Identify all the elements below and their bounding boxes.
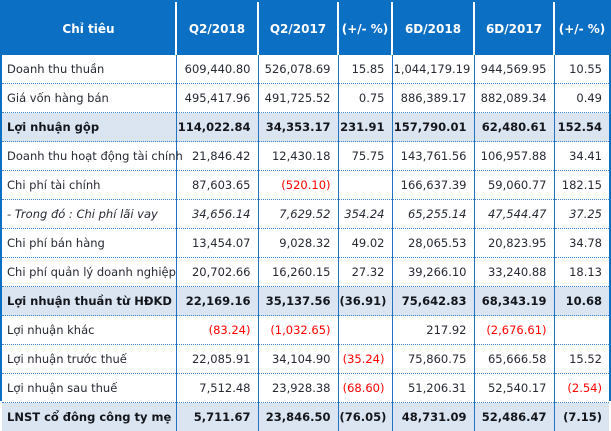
value-cell: 182.15 bbox=[554, 171, 609, 200]
value-cell: 51,206.31 bbox=[392, 374, 474, 403]
table-row bbox=[2, 287, 609, 316]
table-row bbox=[2, 403, 609, 431]
value-cell: 23,846.50 bbox=[258, 403, 338, 431]
value-cell: (1,032.65) bbox=[258, 316, 338, 345]
value-cell: 68,343.19 bbox=[474, 287, 554, 316]
value-cell: 0.49 bbox=[554, 84, 609, 113]
table-row bbox=[2, 55, 609, 84]
value-cell: 75,860.75 bbox=[392, 345, 474, 374]
row-label: Lợi nhuận trước thuế bbox=[2, 345, 176, 374]
value-cell: (36.91) bbox=[338, 287, 392, 316]
column-header-6d-2017: 6D/2017 bbox=[474, 2, 554, 55]
row-label: Lợi nhuận khác bbox=[2, 316, 176, 345]
value-cell: 0.75 bbox=[338, 84, 392, 113]
table-row bbox=[2, 84, 609, 113]
value-cell: 882,089.34 bbox=[474, 84, 554, 113]
value-cell bbox=[554, 316, 609, 345]
value-cell: 9,028.32 bbox=[258, 229, 338, 258]
value-cell: 10.55 bbox=[554, 55, 609, 84]
value-cell: 16,260.15 bbox=[258, 258, 338, 287]
column-header-q2-2018: Q2/2018 bbox=[176, 2, 258, 55]
value-cell: 106,957.88 bbox=[474, 142, 554, 171]
table-row bbox=[2, 200, 609, 229]
value-cell: 114,022.84 bbox=[176, 113, 258, 142]
column-header-pct-q: (+/- %) bbox=[338, 2, 392, 55]
table-row bbox=[2, 142, 609, 171]
value-cell: 18.13 bbox=[554, 258, 609, 287]
value-cell: (520.10) bbox=[258, 171, 338, 200]
value-cell: 23,928.38 bbox=[258, 374, 338, 403]
value-cell: 34,656.14 bbox=[176, 200, 258, 229]
value-cell: 5,711.67 bbox=[176, 403, 258, 431]
value-cell: 526,078.69 bbox=[258, 55, 338, 84]
value-cell: 59,060.77 bbox=[474, 171, 554, 200]
income-statement-table bbox=[2, 2, 609, 431]
value-cell: 34.78 bbox=[554, 229, 609, 258]
value-cell: 62,480.61 bbox=[474, 113, 554, 142]
table-row bbox=[2, 316, 609, 345]
value-cell: (35.24) bbox=[338, 345, 392, 374]
value-cell: 37.25 bbox=[554, 200, 609, 229]
value-cell bbox=[338, 171, 392, 200]
value-cell: 15.85 bbox=[338, 55, 392, 84]
value-cell: 27.32 bbox=[338, 258, 392, 287]
value-cell: (83.24) bbox=[176, 316, 258, 345]
value-cell: 52,540.17 bbox=[474, 374, 554, 403]
value-cell: 75.75 bbox=[338, 142, 392, 171]
value-cell: 157,790.01 bbox=[392, 113, 474, 142]
table-row bbox=[2, 113, 609, 142]
value-cell: 143,761.56 bbox=[392, 142, 474, 171]
row-label: Giá vốn hàng bán bbox=[2, 84, 176, 113]
value-cell: 34,104.90 bbox=[258, 345, 338, 374]
column-header-pct-6d: (+/- %) bbox=[554, 2, 609, 55]
value-cell: 20,702.66 bbox=[176, 258, 258, 287]
value-cell: 39,266.10 bbox=[392, 258, 474, 287]
table-row bbox=[2, 258, 609, 287]
value-cell: 35,137.56 bbox=[258, 287, 338, 316]
value-cell: (7.15) bbox=[554, 403, 609, 431]
value-cell: 22,169.16 bbox=[176, 287, 258, 316]
value-cell: 944,569.95 bbox=[474, 55, 554, 84]
value-cell: 15.52 bbox=[554, 345, 609, 374]
value-cell: 87,603.65 bbox=[176, 171, 258, 200]
value-cell: 65,666.58 bbox=[474, 345, 554, 374]
value-cell: 33,240.88 bbox=[474, 258, 554, 287]
row-label: LNST cổ đông công ty mẹ bbox=[2, 403, 176, 431]
value-cell: (2.54) bbox=[554, 374, 609, 403]
row-label: Chi phí quản lý doanh nghiệp bbox=[2, 258, 176, 287]
value-cell: 65,255.14 bbox=[392, 200, 474, 229]
value-cell: 609,440.80 bbox=[176, 55, 258, 84]
value-cell: 7,629.52 bbox=[258, 200, 338, 229]
column-header-6d-2018: 6D/2018 bbox=[392, 2, 474, 55]
value-cell: 1,044,179.19 bbox=[392, 55, 474, 84]
table-row bbox=[2, 374, 609, 403]
value-cell: 495,417.96 bbox=[176, 84, 258, 113]
value-cell: 22,085.91 bbox=[176, 345, 258, 374]
value-cell: 166,637.39 bbox=[392, 171, 474, 200]
row-label: Doanh thu hoạt động tài chính bbox=[2, 142, 176, 171]
table-row bbox=[2, 345, 609, 374]
value-cell: 28,065.53 bbox=[392, 229, 474, 258]
value-cell: 354.24 bbox=[338, 200, 392, 229]
table-header-row bbox=[2, 2, 609, 55]
value-cell: 49.02 bbox=[338, 229, 392, 258]
value-cell: 48,731.09 bbox=[392, 403, 474, 431]
value-cell: 12,430.18 bbox=[258, 142, 338, 171]
value-cell: 217.92 bbox=[392, 316, 474, 345]
row-label: - Trong đó : Chi phí lãi vay bbox=[2, 200, 176, 229]
value-cell: 34.41 bbox=[554, 142, 609, 171]
value-cell: 886,389.17 bbox=[392, 84, 474, 113]
value-cell: 47,544.47 bbox=[474, 200, 554, 229]
value-cell: 231.91 bbox=[338, 113, 392, 142]
value-cell: 34,353.17 bbox=[258, 113, 338, 142]
column-header-chi-tieu: Chỉ tiêu bbox=[2, 2, 176, 55]
value-cell: (68.60) bbox=[338, 374, 392, 403]
table-body bbox=[2, 55, 609, 431]
table-row bbox=[2, 229, 609, 258]
value-cell: 20,823.95 bbox=[474, 229, 554, 258]
value-cell: (76.05) bbox=[338, 403, 392, 431]
value-cell: 10.68 bbox=[554, 287, 609, 316]
value-cell: 75,642.83 bbox=[392, 287, 474, 316]
row-label: Lợi nhuận sau thuế bbox=[2, 374, 176, 403]
column-header-q2-2017: Q2/2017 bbox=[258, 2, 338, 55]
value-cell: (2,676.61) bbox=[474, 316, 554, 345]
value-cell: 52,486.47 bbox=[474, 403, 554, 431]
row-label: Doanh thu thuần bbox=[2, 55, 176, 84]
value-cell: 491,725.52 bbox=[258, 84, 338, 113]
value-cell: 13,454.07 bbox=[176, 229, 258, 258]
table-row bbox=[2, 171, 609, 200]
value-cell: 21,846.42 bbox=[176, 142, 258, 171]
value-cell: 152.54 bbox=[554, 113, 609, 142]
row-label: Lợi nhuận thuần từ HĐKD bbox=[2, 287, 176, 316]
row-label: Lợi nhuận gộp bbox=[2, 113, 176, 142]
value-cell: 7,512.48 bbox=[176, 374, 258, 403]
row-label: Chi phí bán hàng bbox=[2, 229, 176, 258]
value-cell bbox=[338, 316, 392, 345]
row-label: Chi phí tài chính bbox=[2, 171, 176, 200]
